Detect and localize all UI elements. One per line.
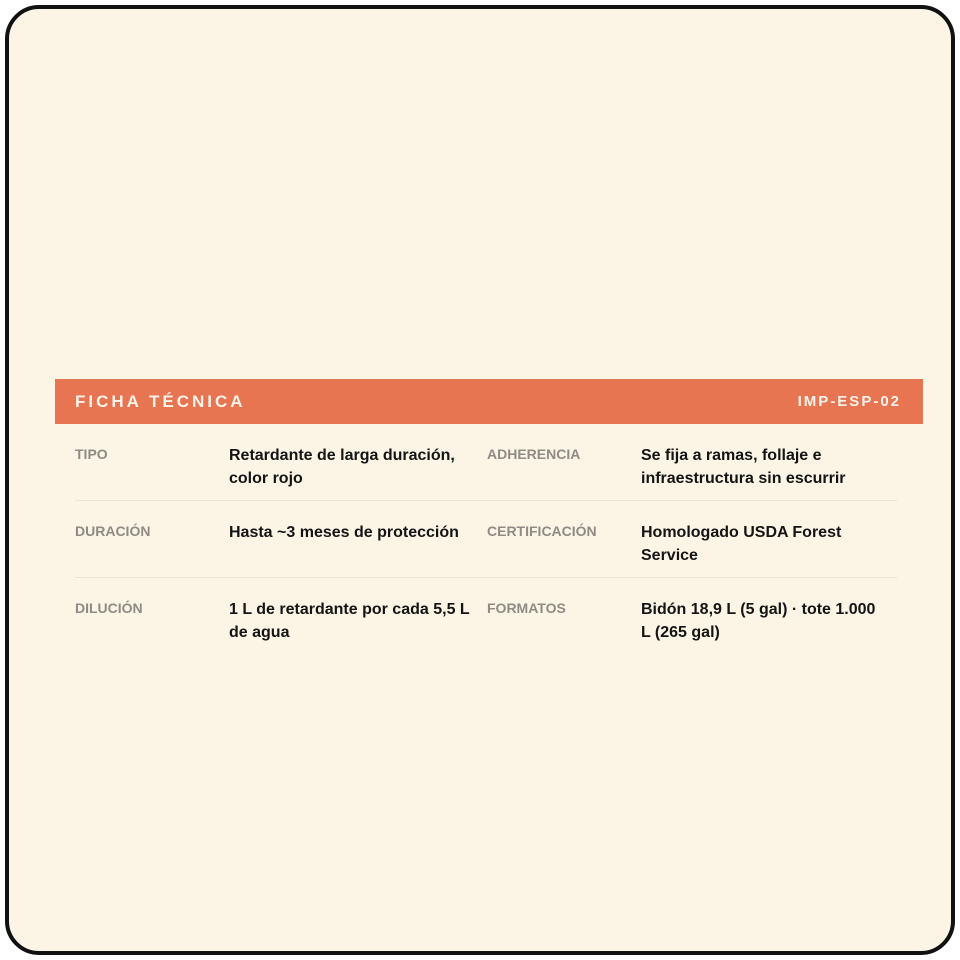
sheet-title: FICHA TÉCNICA [75,391,246,411]
spec-label-adherencia: ADHERENCIA [487,446,581,462]
spec-label-duracion: DURACIÓN [75,523,151,539]
technical-sheet [55,379,923,654]
spec-table [55,424,923,654]
spec-row [75,501,897,578]
sheet-header [55,379,923,424]
spec-label-certificacion: CERTIFICACIÓN [487,523,597,539]
spec-row [75,424,897,501]
spec-value-formatos: Bidón 18,9 L (5 gal) · tote 1.000 L (265 gal) [641,601,876,641]
spec-value-tipo: Retardante de larga duración, color rojo [229,447,455,487]
spec-label-tipo: TIPO [75,446,108,462]
spec-value-certificacion: Homologado USDA Forest Service [641,524,842,564]
card-frame [5,5,955,955]
spec-row [75,578,897,654]
sheet-code: IMP-ESP-02 [797,393,901,410]
spec-value-dilucion: 1 L de retardante por cada 5,5 L de agua [229,601,470,641]
spec-label-dilucion: DILUCIÓN [75,600,143,616]
spec-label-formatos: FORMATOS [487,600,566,616]
spec-value-duracion: Hasta ~3 meses de protección [229,524,459,541]
spec-value-adherencia: Se fija a ramas, follaje e infraestructura sin escurrir [641,447,846,487]
